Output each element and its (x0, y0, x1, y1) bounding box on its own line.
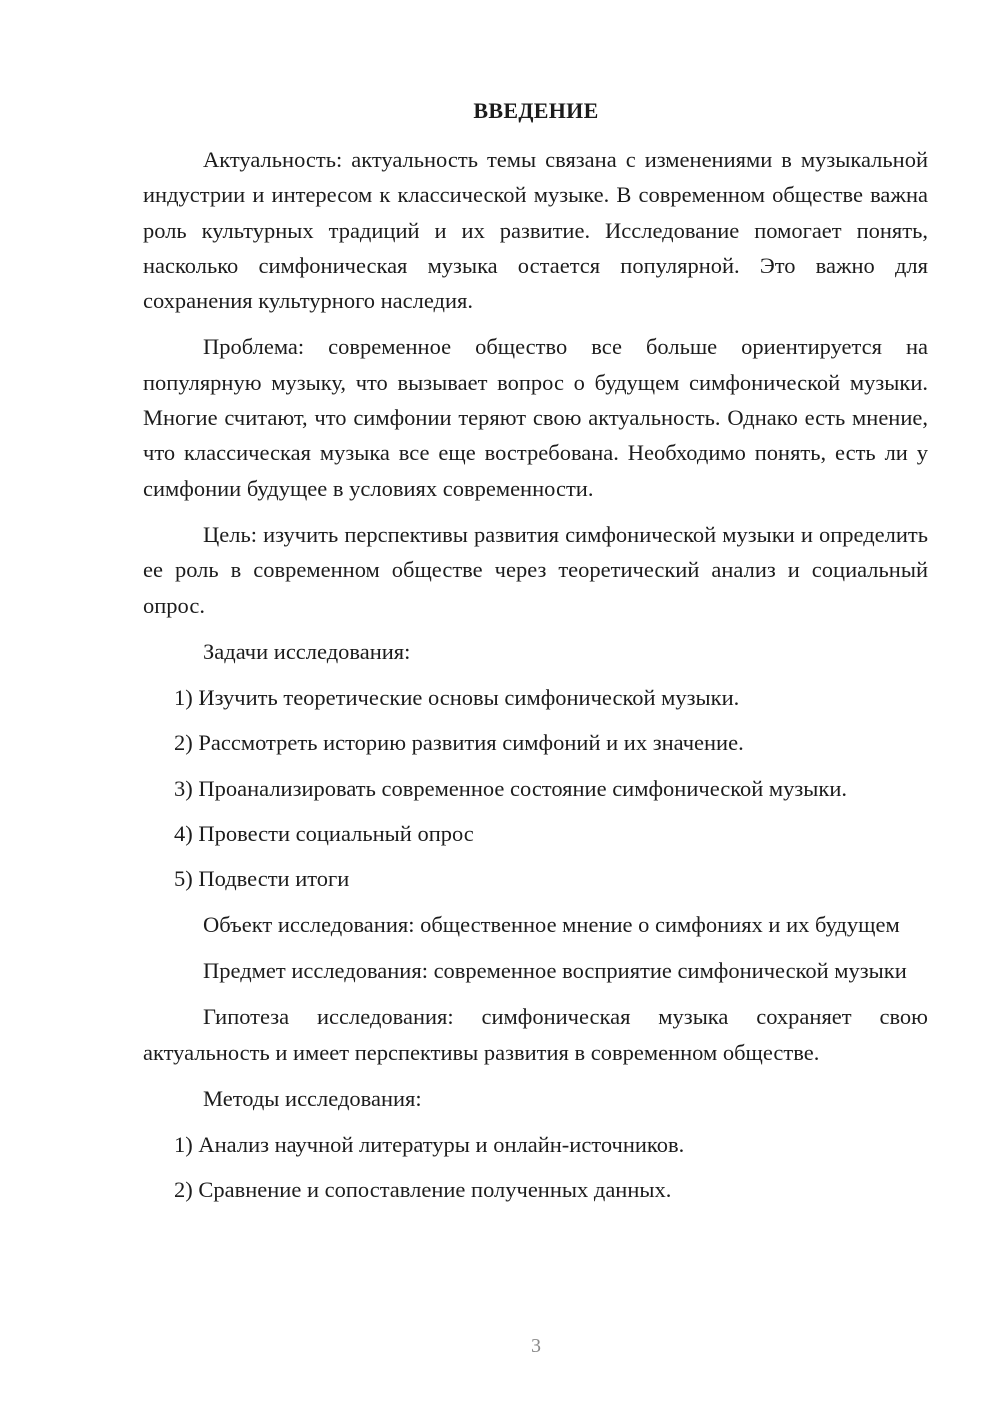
task-item: 4) Провести социальный опрос (174, 821, 474, 847)
method-item: 2) Сравнение и сопоставление полученных данных. (174, 1177, 672, 1203)
task-item: 2) Рассмотреть историю развития симфоний и их значение. (174, 730, 744, 756)
method-item: 1) Анализ научной литературы и онлайн-источников. (174, 1132, 685, 1158)
task-item: 5) Подвести итоги (174, 866, 350, 892)
relevance-paragraph: Актуальность: актуальность темы связана с изменениями в музыкальной индустрии и интересом к классической музыке. В современном обществе важна роль культурных традиций и их развитие. Исследование помогает понять, насколько симфоническая музыка остается популярной. Это важно для сохранения культурного наследия. (143, 147, 928, 314)
object-paragraph: Объект исследования: общественное мнение о симфониях и их будущем (203, 911, 900, 937)
hypothesis-paragraph: Гипотеза исследования: симфоническая музыка сохраняет свою актуальность и имеет перспективы развития в современном обществе. (143, 1004, 928, 1065)
tasks-heading: Задачи исследования: (203, 638, 411, 664)
page-title: ВВЕДЕНИЕ (473, 98, 599, 123)
problem-paragraph: Проблема: современное общество все больше ориентируется на популярную музыку, что вызывает вопрос о будущем симфонической музыки. Многие считают, что симфонии теряют свою актуальность. Однако есть мнение, что классическая музыка все еще востребована. Необходимо понять, есть ли у симфонии будущее в условиях современности. (143, 334, 928, 501)
page-body (143, 142, 928, 1218)
subject-paragraph: Предмет исследования: современное восприятие симфонической музыки (203, 957, 907, 983)
methods-heading: Методы исследования: (203, 1085, 422, 1111)
task-item: 1) Изучить теоретические основы симфонической музыки. (174, 685, 740, 711)
goal-paragraph: Цель: изучить перспективы развития симфонической музыки и определить ее роль в современном обществе через теоретический анализ и социальный опрос. (143, 521, 928, 618)
page-number: 3 (531, 1335, 541, 1357)
task-item: 3) Проанализировать современное состояние симфонической музыки. (174, 775, 848, 801)
